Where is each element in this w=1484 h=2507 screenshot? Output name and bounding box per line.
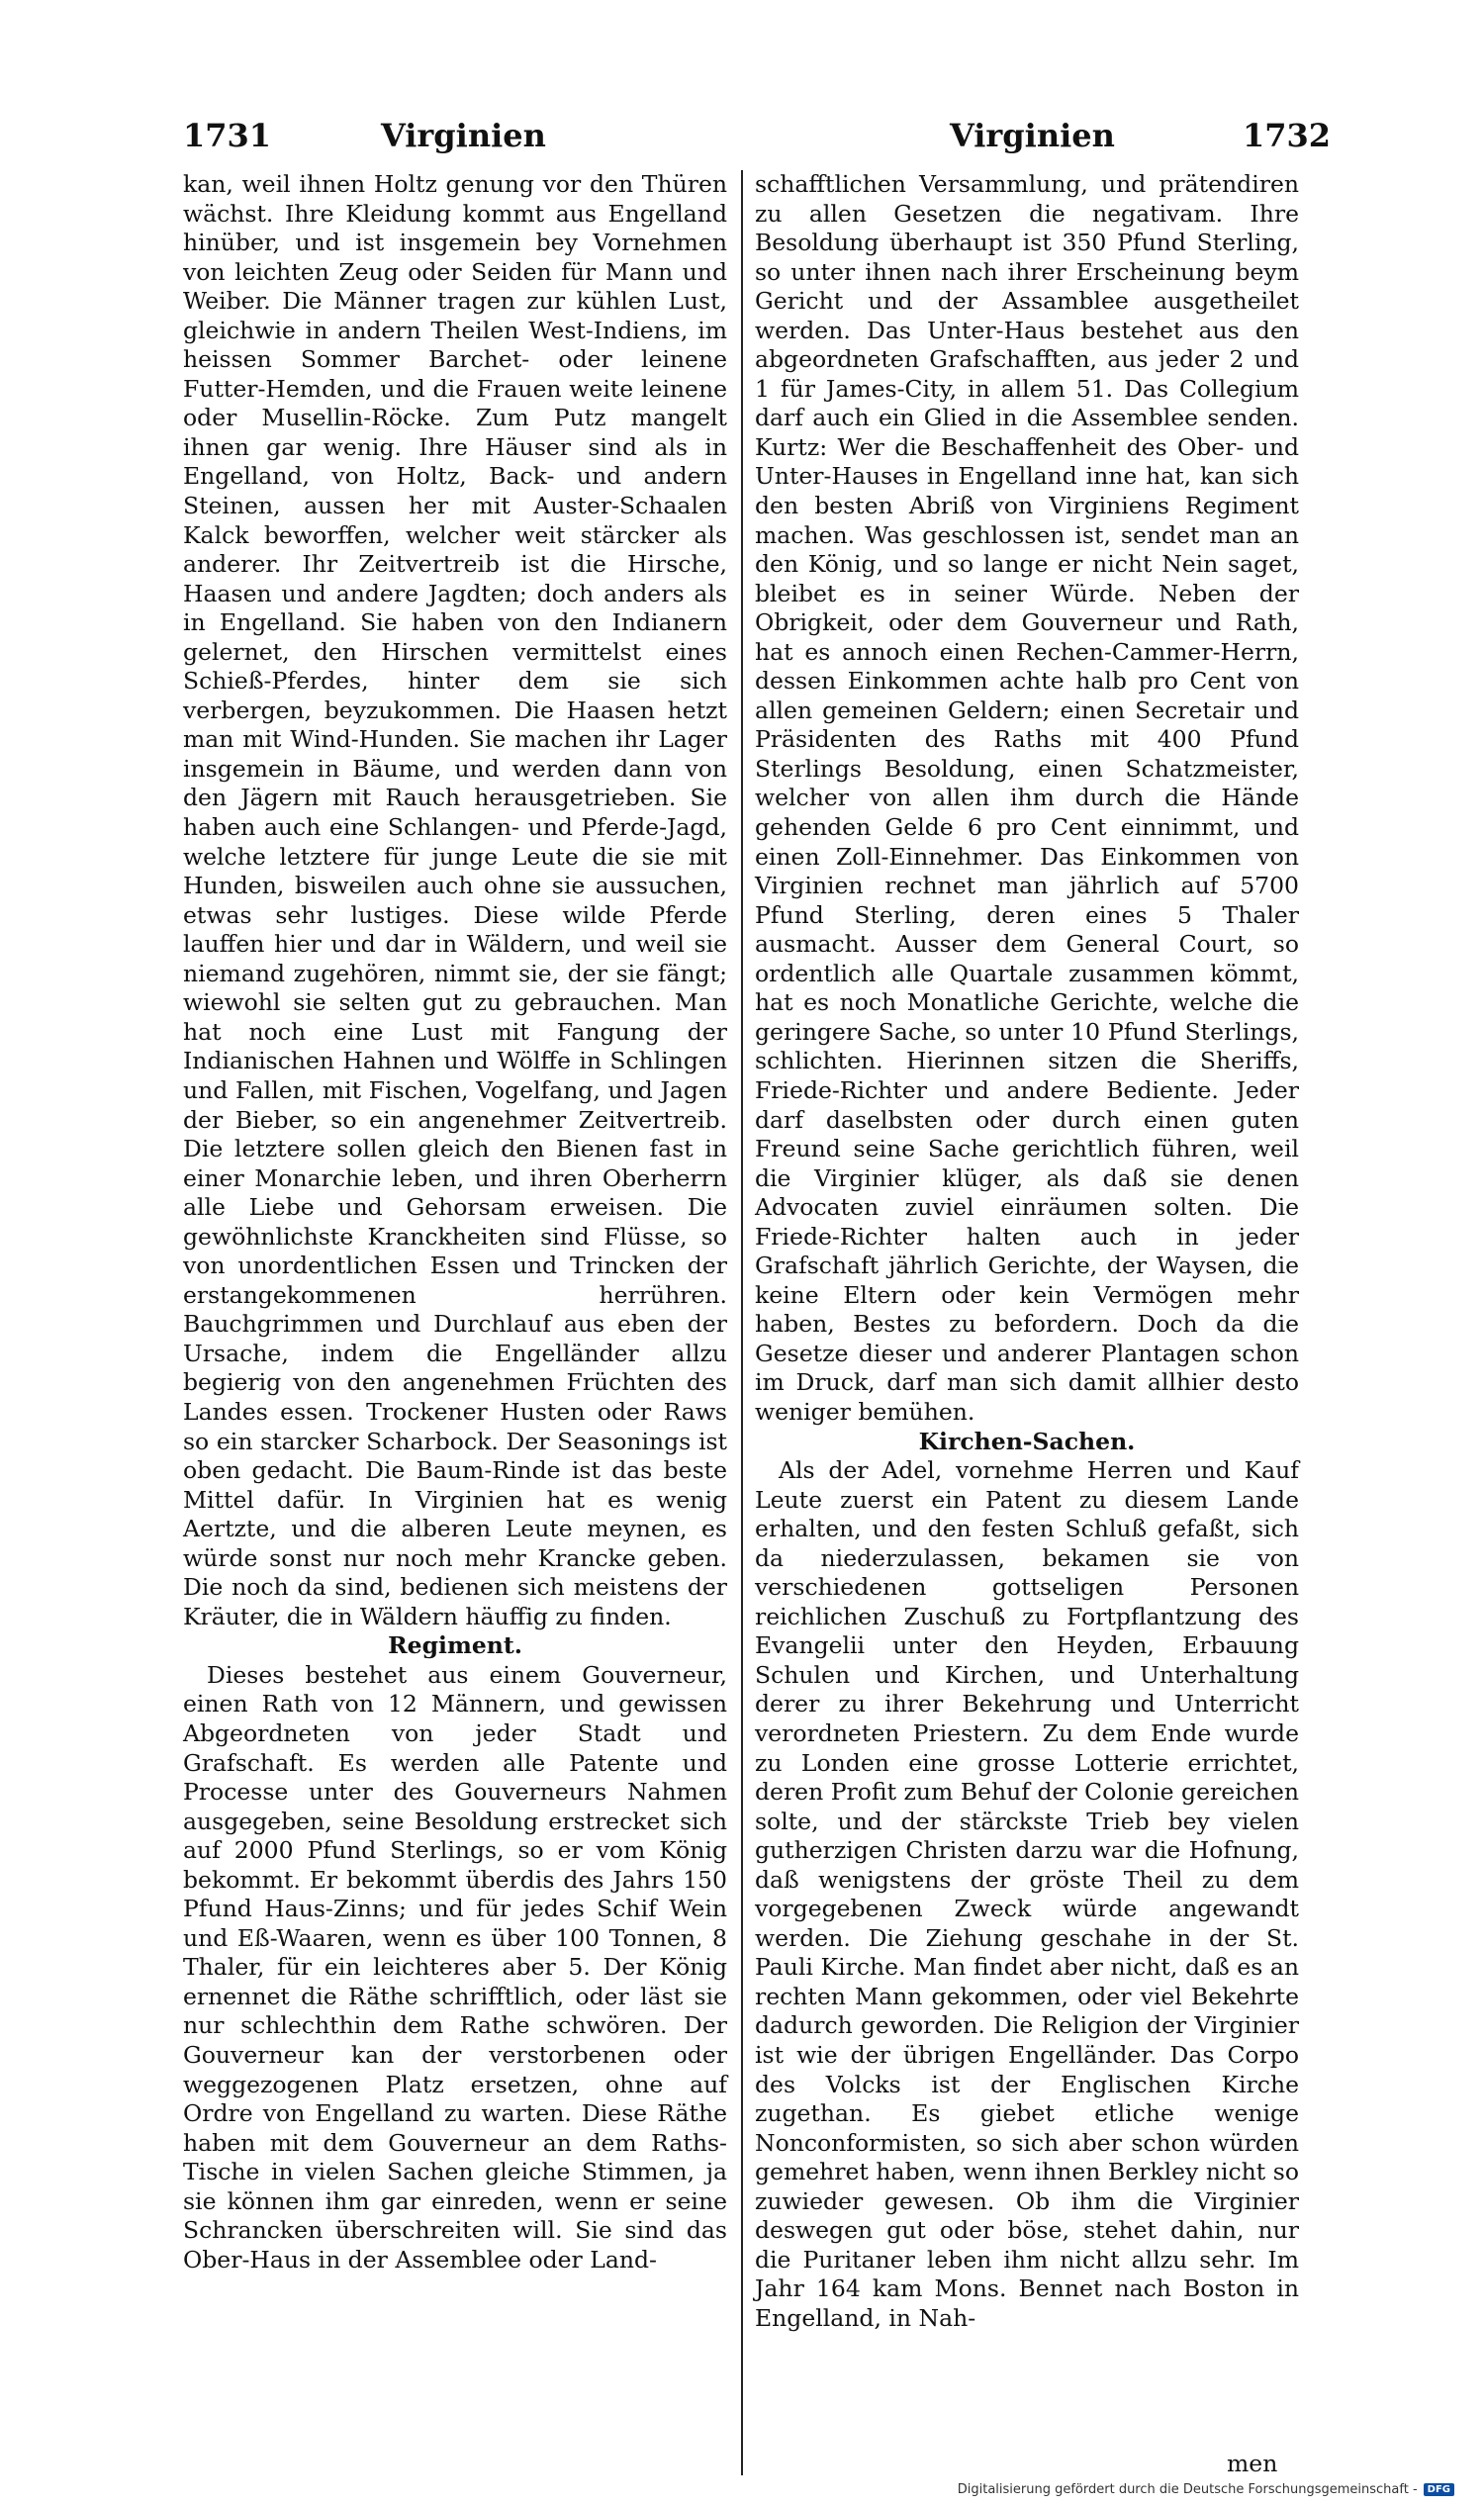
catchword: men [1227,2450,1278,2477]
left-paragraph-1: kan, weil ihnen Holtz genung vor den Thüren wächst. Ihre Kleidung kommt aus Engelland hinüber, und ist insgemein bey Vornehmen von leichten Zeug oder Seiden für Mann und Weiber. Die Männer tragen zur kühlen Lust, gleichwie in andern Theilen West-Indiens, im heissen Sommer Barchet- oder leinene Futter-Hemden, und die Frauen weite leinene oder Musellin-Röcke. Zum Putz mangelt ihnen gar wenig. Ihre Häuser sind als in Engelland, von Holtz, Back- und andern Steinen, aussen her mit Auster-Schaalen Kalck beworffen, welcher weit stärcker als anderer. Ihr Zeitvertreib ist die Hirsche, Haasen und andere Jagdten; doch anders als in Engelland. Sie haben von den Indianern gelernet, den Hirschen vermittelst eines Schieß-Pferdes, hinter dem sie sich verbergen, beyzukommen. Die Haasen hetzt man mit Wind-Hunden. Sie machen ihr Lager insgemein in Bäume, und werden dann von den Jägern mit Rauch herausgetrieben. Sie haben auch eine Schlangen- und Pferde-Jagd, welche letztere für junge Leute die sie mit Hunden, bisweilen auch ohne sie aussuchen, etwas sehr lustiges. Diese wilde Pferde lauffen hier und dar in Wäldern, und weil sie niemand zugehören, nimmt sie, der sie fängt; wiewohl sie selten gut zu gebrauchen. Man hat noch eine Lust mit Fangung der Indianischen Hahnen und Wölffe in Schlingen und Fallen, mit Fischen, Vogelfang, und Jagen der Bieber, so ein angenehmer Zeitvertreib. Die letztere sollen gleich den Bienen fast in einer Monarchie leben, und ihren Oberherrn alle Liebe und Gehorsam erweisen. Die gewöhnlichste Kranckheiten sind Flüsse, so von unordentlichen Essen und Trincken der erstangekommenen herrühren. Bauchgrimmen und Durchlauf aus eben der Ursache, indem die Engelländer allzu begierig von den angenehmen Früchten des Landes essen. Trockener Husten oder Raws so ein starcker Scharbock. Der Seasonings ist oben gedacht. Die Baum-Rinde ist das beste Mittel dafür. In Virginien hat es wenig Aertzte, und die alberen Leute meynen, es würde sonst nur noch mehr Krancke geben. Die noch da sind, bedienen sich meistens der Kräuter, die in Wäldern häuffig zu finden. [183,170,727,1630]
left-running-title: Virginien [381,117,546,154]
left-page-number: 1731 [183,117,272,154]
footer [958,2482,1454,2497]
right-running-title: Virginien [950,117,1115,154]
section-heading-regiment: Regiment. [388,1631,522,1660]
right-column [755,170,1299,2333]
footer-text: Digitalisierung gefördert durch die Deutsche Forschungsgemeinschaft - [957,2482,1418,2497]
running-header [183,117,1331,166]
right-paragraph-2: Als der Adel, vornehme Herren und Kauf Leute zuerst ein Patent zu diesem Lande erhalten, und den festen Schluß gefaßt, sich da niederzulassen, bekamen sie von verschiedenen gottseligen Personen reichlichen Zuschuß zu Fortpflantzung des Evangelii unter den Heyden, Erbauung Schulen und Kirchen, und Unterhaltung derer zu ihrer Bekehrung und Unterricht verordneten Priestern. Zu dem Ende wurde zu Londen eine grosse Lotterie errichtet, deren Profit zum Behuf der Colonie gereichen solte, und der stärckste Trieb bey vielen gutherzigen Christen darzu war die Hofnung, daß wenigstens der gröste Theil zu dem vorgegebenen Zweck würde angewandt werden. Die Ziehung geschahe in der St. Pauli Kirche. Man findet aber nicht, daß es an rechten Mann gekommen, oder viel Bekehrte dadurch geworden. Die Religion der Virginier ist wie der übrigen Engelländer. Das Corpo des Volcks ist der Englischen Kirche zugethan. Es giebet etliche wenige Nonconformisten, so sich aber schon würden gemehret haben, wenn ihnen Berkley nicht so zuwieder gewesen. Ob ihm die Virginier deswegen gut oder böse, stehet dahin, nur die Puritaner leben ihm nicht allzu sehr. Im Jahr 164 kam Mons. Bennet nach Boston in Engelland, in Nah- [755,1456,1299,2332]
column-divider [741,170,743,2475]
right-page-number: 1732 [1242,117,1331,154]
right-paragraph-1: schafftlichen Versammlung, und prätendiren zu allen Gesetzen die negativam. Ihre Besoldung überhaupt ist 350 Pfund Sterling, so unter ihnen nach ihrer Erscheinung beym Gericht und der Assamblee ausgetheilet werden. Das Unter-Haus bestehet aus den abgeordneten Grafschafften, aus jeder 2 und 1 für James-City, in allem 51. Das Collegium darf auch ein Glied in die Assemblee senden. Kurtz: Wer die Beschaffenheit des Ober- und Unter-Hauses in Engelland inne hat, kan sich den besten Abriß von Virginiens Regiment machen. Was geschlossen ist, sendet man an den König, und so lange er nicht Nein saget, bleibet es in seiner Würde. Neben der Obrigkeit, oder dem Gouverneur und Rath, hat es annoch einen Rechen-Cammer-Herrn, dessen Einkommen achte halb pro Cent von allen gemeinen Geldern; einen Secretair und Präsidenten des Raths mit 400 Pfund Sterlings Besoldung, einen Schatzmeister, welcher von allen ihm durch die Hände gehenden Gelde 6 pro Cent einnimmt, und einen Zoll-Einnehmer. Das Einkommen von Virginien rechnet man jährlich auf 5700 Pfund Sterling, deren eines 5 Thaler ausmacht. Ausser dem General Court, so ordentlich alle Quartale zusammen kömmt, hat es noch Monatliche Gerichte, welche die geringere Sache, so unter 10 Pfund Sterlings, schlichten. Hierinnen sitzen die Sheriffs, Friede-Richter und andere Bediente. Jeder darf daselbsten oder durch einen guten Freund seine Sache gerichtlich führen, weil die Virginier klüger, als daß sie denen Advocaten zuviel einräumen solten. Die Friede-Richter halten auch in jeder Grafschaft jährlich Gerichte, der Waysen, die keine Eltern oder kein Vermögen mehr haben, Bestes zu befordern. Doch da die Gesetze dieser und anderer Plantagen schon im Druck, darf man sich damit allhier desto weniger bemühen. [755,170,1299,1426]
dfg-logo: DFG [1424,2483,1454,2496]
left-column [183,170,727,2275]
section-heading-kirchen-sachen: Kirchen-Sachen. [918,1427,1136,1455]
left-paragraph-2: Dieses bestehet aus einem Gouverneur, einen Rath von 12 Männern, und gewissen Abgeordneten von jeder Stadt und Grafschaft. Es werden alle Patente und Processe unter des Gouverneurs Nahmen ausgegeben, seine Besoldung erstrecket sich auf 2000 Pfund Sterlings, so er vom König bekommt. Er bekommt überdis des Jahrs 150 Pfund Haus-Zinns; und für jedes Schif Wein und Eß-Waaren, wenn es über 100 Tonnen, 8 Thaler, für ein leichteres aber 5. Der König ernennet die Räthe schrifftlich, oder läst sie nur schlechthin dem Rathe schwören. Der Gouverneur kan der verstorbenen oder weggezogenen Platz ersetzen, ohne auf Ordre von Engelland zu warten. Diese Räthe haben mit dem Gouverneur an dem Raths-Tische in vielen Sachen gleiche Stimmen, ja sie können ihm gar einreden, wenn er seine Schrancken überschreiten will. Sie sind das Ober-Haus in der Assemblee oder Land- [183,1660,727,2274]
